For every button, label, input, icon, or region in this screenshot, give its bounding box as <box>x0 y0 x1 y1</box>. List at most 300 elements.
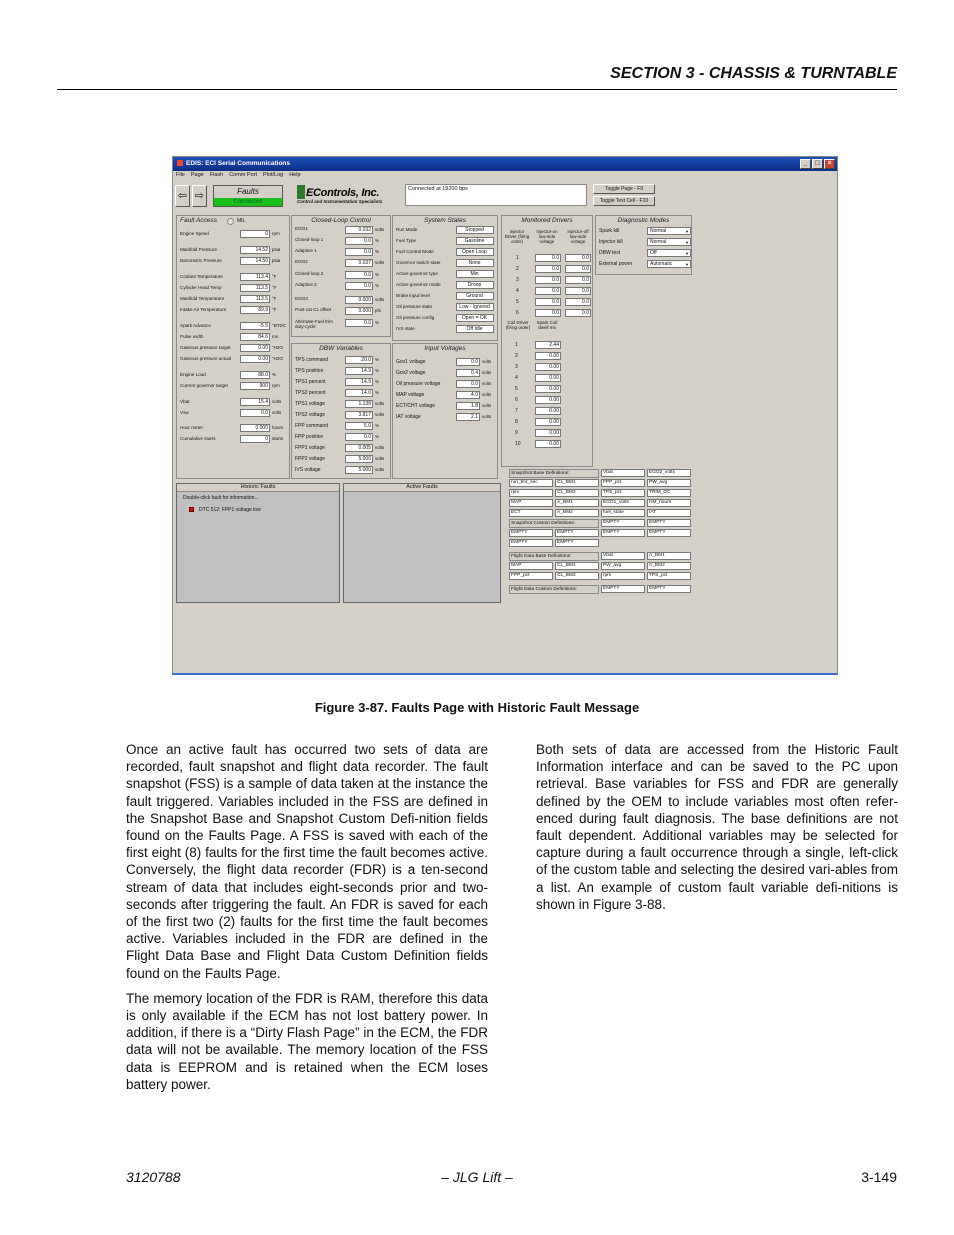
snapshot-base-cell[interactable]: MAP <box>509 499 553 507</box>
paragraph: Once an active fault has occurred two sets of data are recorded, fault snapshot and flight data recorder. The fault snapshot (FSS) is a sample of data taken at the instance the fault triggered. Variables included in the FSS are defined in the Snapshot Base and Snapshot Custom Defi-nition fields found on the Faults Page. A FSS is saved with each of the first eight (8) faults for the first time the fault becomes active. Conversely, the flight data recorder (FDR) is a ten-second stream of data that includes eight-seconds prior and two-seconds after triggering the fault. An FDR is saved for each of the first two (2) faults for the first time the fault becomes active. Variables included in the FDR are defined in the Flight Data Base and Flight Data Custom Definition fields found on the Faults Page. <box>126 742 488 981</box>
value-field: 0.0 <box>345 237 373 245</box>
monitored-drivers-title: Monitored Drivers <box>521 217 573 224</box>
flight-base-cell[interactable]: MAP <box>509 562 553 570</box>
page-number: 3-149 <box>861 1169 897 1185</box>
snapshot-base-cell[interactable]: TRIM_DC <box>647 489 691 497</box>
footer-center: – JLG Lift – <box>441 1169 513 1185</box>
snapshot-custom-cell[interactable]: EMPTY <box>647 519 691 527</box>
value-field: 0.0 <box>345 271 373 279</box>
value-label: Closed-loop 1 <box>295 237 324 242</box>
coil-number: 6 <box>515 397 518 403</box>
value-label: ECT/CHT voltage <box>396 403 436 409</box>
snapshot-base-cell[interactable]: EGO2_volts <box>647 469 691 477</box>
value-row <box>396 226 494 235</box>
value-row <box>180 295 286 304</box>
injector-number: 4 <box>516 288 519 294</box>
value-row <box>180 435 286 444</box>
coil-number: 5 <box>515 386 518 392</box>
value-field: 0.0 <box>345 433 373 441</box>
coil-row <box>502 385 592 394</box>
value-label: Oil pressure voltage <box>396 381 441 387</box>
menu-page[interactable]: Page <box>190 172 204 178</box>
snapshot-base-cell[interactable]: IAT <box>647 509 691 517</box>
value-label: Vbat <box>180 399 190 404</box>
value-row <box>396 314 494 323</box>
value-field: Stopped <box>456 226 494 234</box>
value-field: Ground <box>456 292 494 300</box>
value-row <box>295 422 387 431</box>
snapshot-base-cell[interactable]: A_BM2 <box>555 509 599 517</box>
back-arrow-button[interactable]: ⇦ <box>175 185 190 207</box>
injector-row <box>502 254 592 263</box>
snapshot-base-cell[interactable]: fuel_state <box>601 509 645 517</box>
flight-base-cell[interactable]: CL_BM1 <box>555 562 599 570</box>
value-row <box>295 226 387 235</box>
unit-label: % <box>375 249 380 254</box>
chevron-down-icon: ▼ <box>685 240 689 245</box>
value-row <box>295 444 387 453</box>
flight-base-cell[interactable]: CL_BM2 <box>555 572 599 580</box>
injector-number: 1 <box>516 255 519 261</box>
unit-label: % <box>375 238 380 243</box>
coil-number: 3 <box>515 364 518 370</box>
diagnostic-select[interactable] <box>647 249 691 257</box>
snapshot-base-cell[interactable]: PW_avg <box>647 479 691 487</box>
fault-access-title: Fault Access <box>180 217 217 224</box>
value-field: 0.00 <box>240 355 270 363</box>
value-label: FPP2 voltage <box>295 456 326 462</box>
coil-dwell-value: 0.00 <box>535 418 561 426</box>
value-field: 5.0 <box>345 422 373 430</box>
historic-faults-title: Historic Faults <box>177 484 339 492</box>
injector-number: 6 <box>516 310 519 316</box>
value-label: Brake input level <box>396 293 430 298</box>
econtrols-logo <box>297 185 405 209</box>
value-label: Current governor target <box>180 383 228 388</box>
snapshot-base-cell[interactable]: Vbat <box>601 469 645 477</box>
value-field: 0.032 <box>345 226 373 234</box>
diagnostic-select[interactable] <box>647 238 691 246</box>
value-label: TPS2 percent <box>295 390 326 396</box>
select-value: Normal <box>650 239 667 245</box>
value-label: IAT voltage <box>396 414 421 420</box>
software-screenshot <box>172 156 838 675</box>
definitions-label: Flight Data Custom Definitions: <box>509 585 599 594</box>
injector-on-col-header: Injector-on low-side voltage <box>536 229 558 244</box>
menu-help[interactable]: Help <box>289 172 301 178</box>
dbw-title: DBW Variables <box>319 345 363 352</box>
logo-mark-icon <box>297 185 305 199</box>
minimize-button[interactable]: _ <box>800 159 811 169</box>
coil-col-header: Coil Driver (firing order) <box>505 320 531 330</box>
value-label: Manifold Temperature <box>180 296 225 301</box>
value-label: FPP1 voltage <box>295 445 326 451</box>
diagnostic-row <box>599 249 688 258</box>
value-row <box>295 271 387 280</box>
value-field: 5.000 <box>345 455 373 463</box>
value-label: TPS position <box>295 368 324 374</box>
value-label: Oil pressure config <box>396 315 435 320</box>
coil-number: 10 <box>515 441 521 447</box>
coil-number: 2 <box>515 353 518 359</box>
unit-label: psia <box>272 247 281 252</box>
injector-on-value: 0.0 <box>535 254 561 262</box>
value-field: 0.005 <box>345 444 373 452</box>
value-row <box>396 292 494 301</box>
injector-on-value: 0.0 <box>535 309 561 317</box>
unit-label: volts <box>482 381 492 386</box>
coil-dwell-value: 0.00 <box>535 374 561 382</box>
injector-off-value: 0.0 <box>565 265 591 273</box>
value-row <box>180 322 286 331</box>
value-row <box>180 398 286 407</box>
flight-custom-cell[interactable]: EMPTY <box>647 585 691 593</box>
forward-arrow-button[interactable]: ⇨ <box>192 185 207 207</box>
value-row <box>295 400 387 409</box>
menu-plot-log[interactable]: Plot/Log <box>263 172 284 178</box>
value-label: Pulse width <box>180 334 204 339</box>
value-row <box>295 282 387 291</box>
unit-label: volts <box>375 401 385 406</box>
right-column <box>536 741 898 921</box>
diagnostic-row <box>599 238 688 247</box>
maximize-button[interactable]: □ <box>812 159 823 169</box>
unit-label: psia <box>272 258 281 263</box>
menu-bar <box>173 171 837 181</box>
coil-number: 4 <box>515 375 518 381</box>
flight-custom-cell[interactable]: EMPTY <box>601 585 645 593</box>
unit-label: volts <box>375 445 385 450</box>
mil-lamp-icon <box>227 218 234 225</box>
value-field: 15.4 <box>240 398 270 406</box>
injector-off-value: 0.0 <box>565 287 591 295</box>
flight-base-cell[interactable]: FPP_pct <box>509 572 553 580</box>
monitored-drivers-panel <box>501 215 593 467</box>
value-label: Vsw <box>180 410 189 415</box>
injector-on-value: 0.0 <box>535 287 561 295</box>
snapshot-base-cell[interactable]: run_tmr_sec <box>509 479 553 487</box>
unit-label: °F <box>272 274 277 279</box>
value-row <box>396 281 494 290</box>
unit-label: ms <box>272 334 278 339</box>
value-field: 0 <box>240 230 270 238</box>
snapshot-custom-cell[interactable]: EMPTY <box>601 529 645 537</box>
diagnostic-select[interactable] <box>647 227 691 235</box>
value-field: 0.0 <box>456 380 480 388</box>
value-row <box>396 391 494 400</box>
paragraph: Both sets of data are accessed from the Historic Fault Information interface and can be saved to the PC upon retrieval. Base variables for FSS and FDR are generally defined by the OEM to include variables most often refer-enced during fault diagnosis. The base definitions are not fault dependent. Additional variables may be selected for capture during a fault occurrence through a single, left-click of the custom table and selecting the desired vari-ables from a list. An example of custom fault variable defi-nitions is shown in Figure 3-88. <box>536 742 898 912</box>
value-label: EGO3 <box>295 296 308 301</box>
value-row <box>295 296 387 305</box>
unit-label: volts <box>482 370 492 375</box>
diagnostic-modes-title: Diagnostic Modes <box>617 217 670 224</box>
historic-fault-item[interactable] <box>177 504 339 516</box>
snapshot-base-cell[interactable]: TPS_pct <box>601 489 645 497</box>
value-label: Active governor mode <box>396 282 441 287</box>
value-label: Fuel Control Mode <box>396 249 434 254</box>
unit-label: % <box>375 320 380 325</box>
coil-dwell-value: 2.44 <box>535 341 561 349</box>
unit-label: % <box>272 372 277 377</box>
snapshot-custom-cell[interactable]: EMPTY <box>601 519 645 527</box>
unit-label: starts <box>272 436 284 441</box>
logo-text: EControls, Inc. <box>306 187 380 199</box>
toolbar <box>175 183 835 213</box>
toggle-text-cell-button[interactable]: Toggle Text Cell - F10 <box>593 196 655 206</box>
value-row <box>295 378 387 387</box>
coil-dwell-value: 0.00 <box>535 440 561 448</box>
value-field: 3.817 <box>345 411 373 419</box>
value-label: Oil pressure state <box>396 304 432 309</box>
value-field: Droop <box>456 281 494 289</box>
unit-label: °BTDC <box>272 323 287 328</box>
unit-label: volts <box>375 467 385 472</box>
snapshot-custom-cell[interactable]: EMPTY <box>509 529 553 537</box>
value-label: Adaptive 1 <box>295 248 317 253</box>
value-row <box>295 356 387 365</box>
unit-label: volts <box>375 456 385 461</box>
dbw-variables-panel <box>291 343 391 479</box>
value-field: Min <box>456 270 494 278</box>
coil-number: 7 <box>515 408 518 414</box>
left-column <box>126 741 488 1101</box>
value-field: 0.0 <box>345 319 373 327</box>
value-row <box>396 402 494 411</box>
value-row <box>396 303 494 312</box>
page-indicator <box>213 185 283 207</box>
injector-off-value: 0.0 <box>565 309 591 317</box>
value-field: Open = OK <box>456 314 494 322</box>
fault-definitions-area <box>509 469 693 603</box>
coil-row <box>502 352 592 361</box>
value-field: 0.0 <box>240 409 270 417</box>
select-value: Normal <box>650 228 667 234</box>
connection-status: Connected <box>214 198 282 206</box>
value-field: -5.5 <box>240 322 270 330</box>
value-row <box>295 466 387 475</box>
value-field: 0.0 <box>345 248 373 256</box>
value-row <box>295 248 387 257</box>
logo-subtitle: Control and Instrumentation Specialists <box>297 199 383 204</box>
value-field: 0.000 <box>345 307 373 315</box>
flight-base-cell[interactable]: A_BM2 <box>647 562 691 570</box>
value-label: TPS1 voltage <box>295 401 326 407</box>
value-label: IVS voltage <box>295 467 321 473</box>
coil-row <box>502 418 592 427</box>
value-field: 88.0 <box>240 371 270 379</box>
value-row <box>295 319 387 328</box>
value-label: Manifold Pressure <box>180 247 218 252</box>
value-row <box>396 248 494 257</box>
coil-dwell-value: 0.00 <box>535 363 561 371</box>
select-value: Off <box>650 250 657 256</box>
select-value: Automatic <box>650 261 673 267</box>
value-field: 0.00 <box>240 344 270 352</box>
injector-row <box>502 298 592 307</box>
snapshot-custom-cell[interactable]: EMPTY <box>555 539 599 547</box>
unit-label: volts <box>375 297 385 302</box>
value-field: 14.9 <box>345 367 373 375</box>
injector-row <box>502 276 592 285</box>
value-label: Gaseous pressure actual <box>180 356 232 361</box>
closed-loop-panel <box>291 215 391 337</box>
chevron-down-icon: ▼ <box>685 262 689 267</box>
coil-row <box>502 407 592 416</box>
value-row <box>180 382 286 391</box>
snapshot-custom-cell[interactable]: EMPTY <box>555 529 599 537</box>
value-row <box>396 325 494 334</box>
menu-flash[interactable]: Flash <box>209 172 224 178</box>
coil-dwell-value: 0.00 <box>535 352 561 360</box>
value-label: Active governor type <box>396 271 438 276</box>
unit-label: % <box>375 283 380 288</box>
doc-number: 3120788 <box>126 1169 181 1185</box>
snapshot-base-cell[interactable]: EGO1_volts <box>601 499 645 507</box>
snapshot-custom-cell[interactable]: EMPTY <box>647 529 691 537</box>
value-row <box>396 369 494 378</box>
coil-row <box>502 374 592 383</box>
injector-number: 5 <box>516 299 519 305</box>
unit-label: volts <box>482 403 492 408</box>
unit-label: volts <box>482 392 492 397</box>
value-field: 14.0 <box>345 389 373 397</box>
coil-row <box>502 440 592 449</box>
coil-dwell-value: 0.00 <box>535 429 561 437</box>
unit-label: °F <box>272 307 277 312</box>
flight-base-cell[interactable]: rpm <box>601 572 645 580</box>
connection-message: Connected at 19200 bps <box>405 184 587 206</box>
value-field: 0.4 <box>456 369 480 377</box>
injector-on-value: 0.0 <box>535 298 561 306</box>
value-row <box>180 273 286 282</box>
snapshot-base-cell[interactable]: HM_hours <box>647 499 691 507</box>
value-row <box>180 257 286 266</box>
snapshot-base-cell[interactable]: FPP_pct <box>601 479 645 487</box>
value-label: FPP position <box>295 434 324 440</box>
value-field: Off Idle <box>456 325 494 333</box>
coil-number: 9 <box>515 430 518 436</box>
coil-row <box>502 363 592 372</box>
system-states-panel <box>392 215 498 341</box>
snapshot-custom-cell[interactable]: EMPTY <box>509 539 553 547</box>
close-button[interactable]: × <box>824 159 835 169</box>
unit-label: volts <box>375 260 385 265</box>
value-row <box>396 413 494 422</box>
value-label: Gaseous pressure target <box>180 345 231 350</box>
injector-off-value: 0.0 <box>565 254 591 262</box>
value-field: 0 <box>240 435 270 443</box>
snapshot-base-cell[interactable]: CL_BM1 <box>555 479 599 487</box>
value-row <box>180 409 286 418</box>
flight-base-cell[interactable]: PW_avg <box>601 562 645 570</box>
value-label: Fuel Type <box>396 238 417 243</box>
value-field: 4.0 <box>456 391 480 399</box>
flight-base-cell[interactable]: A_BM1 <box>647 552 691 560</box>
unit-label: "H2O <box>272 345 283 350</box>
value-row <box>180 230 286 239</box>
value-label: Cumulative starts <box>180 436 216 441</box>
value-label: TPS1 percent <box>295 379 326 385</box>
value-label: FPP command <box>295 423 328 429</box>
flight-base-cell[interactable]: TPS_pct <box>647 572 691 580</box>
injector-col-header: Injector Driver (firing order) <box>504 229 530 244</box>
value-row <box>180 371 286 380</box>
value-field: 5.000 <box>345 466 373 474</box>
menu-comm-port[interactable]: Comm Port <box>229 172 257 178</box>
value-label: EGO1 <box>295 226 308 231</box>
value-row <box>396 237 494 246</box>
value-label: Governor switch state <box>396 260 441 265</box>
flight-base-cell[interactable]: Vbat <box>601 552 645 560</box>
value-field: 1.138 <box>345 400 373 408</box>
unit-label: rpm <box>272 231 280 236</box>
value-row <box>295 237 387 246</box>
system-states-title: System States <box>424 217 466 224</box>
value-label: Engine Load <box>180 372 206 377</box>
unit-label: volts <box>482 414 492 419</box>
value-field: 1.8 <box>456 402 480 410</box>
snapshot-base-cell[interactable]: rpm <box>509 489 553 497</box>
unit-label: % <box>375 423 380 428</box>
value-label: Spark Advance <box>180 323 211 328</box>
value-label: MAP voltage <box>396 392 425 398</box>
value-row <box>295 455 387 464</box>
historic-fault-text: DTC 512: FPP1 voltage low <box>199 507 261 513</box>
window-title: EDIS: ECI Serial Communications <box>186 160 291 167</box>
app-icon <box>177 160 183 166</box>
diagnostic-label: External power <box>599 261 633 267</box>
snapshot-base-cell[interactable]: CL_BM2 <box>555 489 599 497</box>
coil-dwell-value: 0.00 <box>535 385 561 393</box>
unit-label: volts <box>482 359 492 364</box>
diagnostic-select[interactable] <box>647 260 691 268</box>
value-field: None <box>456 259 494 267</box>
injector-off-value: 0.0 <box>565 276 591 284</box>
diagnostic-label: DBW test <box>599 250 621 256</box>
value-field: 900 <box>240 382 270 390</box>
value-row <box>295 259 387 268</box>
unit-label: "H2O <box>272 356 283 361</box>
unit-label: volts <box>375 412 385 417</box>
value-label: EGO2 <box>295 259 308 264</box>
value-label: Run Mode <box>396 227 418 232</box>
menu-file[interactable]: File <box>176 172 185 178</box>
snapshot-base-cell[interactable]: A_BM1 <box>555 499 599 507</box>
coil-row <box>502 341 592 350</box>
value-field: 89.9 <box>240 306 270 314</box>
input-voltages-title: Input Voltages <box>424 345 466 352</box>
value-label: Engine Speed <box>180 231 209 236</box>
value-field: 14.52 <box>240 246 270 254</box>
value-field: 0.000 <box>240 424 270 432</box>
section-title: SECTION 3 - CHASSIS & TURNTABLE <box>610 65 897 82</box>
value-field: 14.9 <box>345 378 373 386</box>
value-field: 0.0 <box>456 358 480 366</box>
value-label: Intake Air Temperature <box>180 307 227 312</box>
toggle-page-button[interactable]: Toggle Page - F9 <box>593 184 655 194</box>
diagnostic-row <box>599 260 688 269</box>
value-field: Gasoline <box>456 237 494 245</box>
fault-access-panel <box>176 215 290 479</box>
input-voltages-panel <box>392 343 498 479</box>
unit-label: % <box>375 390 380 395</box>
value-label: Post-cat CL offset <box>295 307 332 312</box>
value-row <box>295 307 387 316</box>
snapshot-base-cell[interactable]: ECT <box>509 509 553 517</box>
value-label: Gov1 voltage <box>396 359 426 365</box>
value-field: 0.0 <box>345 282 373 290</box>
chevron-down-icon: ▼ <box>685 251 689 256</box>
